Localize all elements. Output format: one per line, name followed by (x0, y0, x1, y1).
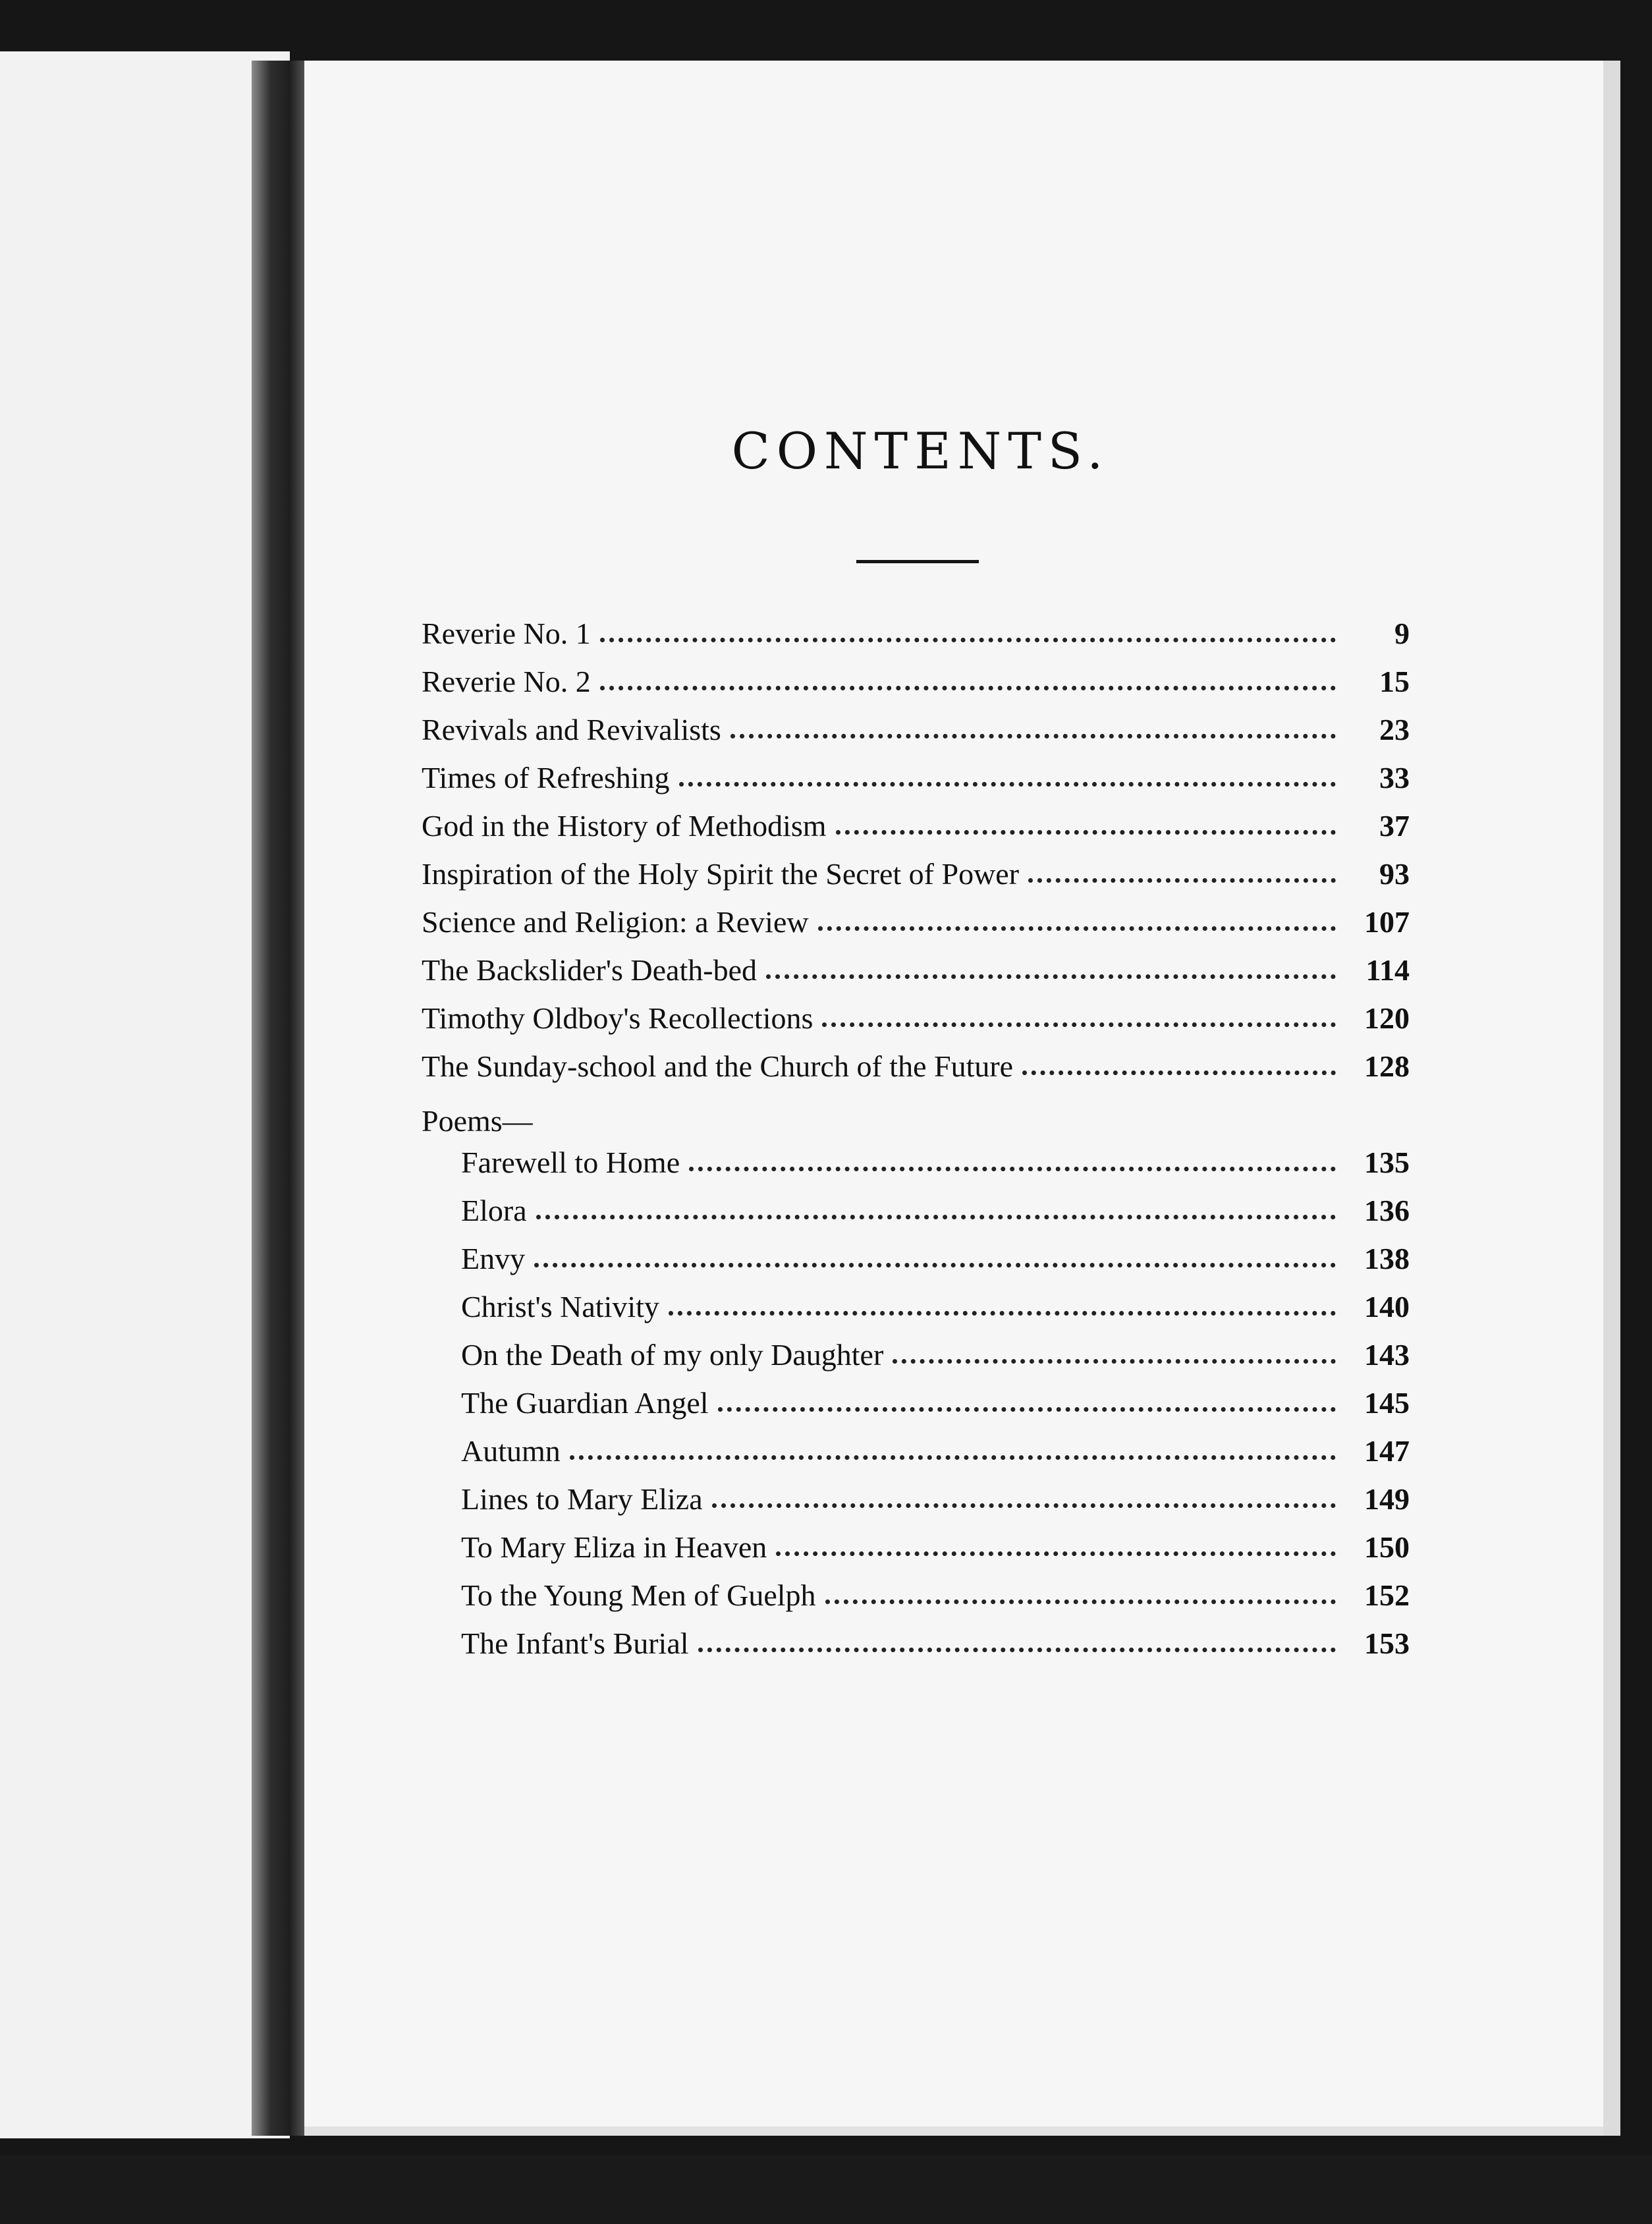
dot-leader (822, 1022, 1336, 1027)
toc-entry-title: Lines to Mary Eliza (461, 1482, 703, 1516)
toc-entry-title: The Sunday-school and the Church of the Future (422, 1049, 1014, 1083)
toc-poem-entry[interactable] (422, 1482, 1410, 1530)
toc-entry-title: Timothy Oldboy's Recollections (422, 1001, 813, 1035)
toc-entry-page: 120 (1364, 1001, 1410, 1035)
toc-poem-entry[interactable] (422, 1578, 1410, 1626)
toc-poem-entry[interactable] (422, 1385, 1410, 1433)
toc-entry-page: 33 (1379, 761, 1410, 794)
dot-leader (836, 830, 1336, 835)
toc-poem-entry[interactable] (422, 1241, 1410, 1289)
book-binding (252, 61, 306, 2136)
dot-leader (818, 926, 1336, 931)
toc-entry-title: Farewell to Home (461, 1146, 680, 1179)
dot-leader (600, 686, 1336, 690)
toc-entry-page: 147 (1364, 1434, 1410, 1468)
scan-border (0, 2155, 1652, 2224)
toc-entry-page: 150 (1364, 1530, 1410, 1564)
toc-poem-entry[interactable] (422, 1626, 1410, 1674)
dot-leader (600, 638, 1336, 642)
dot-leader (1028, 878, 1336, 883)
toc-entry-page: 37 (1379, 809, 1410, 843)
toc-entry-title: Elora (461, 1194, 527, 1227)
dot-leader (776, 1551, 1336, 1556)
toc-entry-page: 152 (1364, 1578, 1410, 1612)
dot-leader (730, 734, 1336, 738)
toc-entry-title: The Backslider's Death-bed (422, 953, 757, 987)
toc-entry-page: 114 (1365, 953, 1410, 987)
toc-entry-title: Christ's Nativity (461, 1290, 659, 1323)
toc-entry-title: God in the History of Methodism (422, 809, 827, 843)
toc-entry[interactable] (422, 953, 1410, 1001)
dot-leader (698, 1648, 1336, 1652)
toc-entry[interactable] (422, 856, 1410, 904)
table-of-contents (422, 616, 1410, 1674)
toc-entry-title: To the Young Men of Guelph (461, 1578, 816, 1612)
dot-leader (712, 1503, 1336, 1508)
toc-poem-entry[interactable] (422, 1433, 1410, 1482)
toc-entry[interactable] (422, 616, 1410, 664)
toc-entry-title: On the Death of my only Daughter (461, 1338, 884, 1372)
toc-entry-title: To Mary Eliza in Heaven (461, 1530, 767, 1564)
toc-entry-title: Times of Refreshing (422, 761, 670, 794)
toc-entry-page: 107 (1364, 905, 1410, 939)
toc-poem-entry[interactable] (422, 1289, 1410, 1337)
dot-leader (1022, 1070, 1336, 1075)
toc-entry-title: Autumn (461, 1434, 561, 1468)
dot-leader (689, 1167, 1336, 1171)
toc-entry-page: 23 (1379, 713, 1410, 746)
dot-leader (536, 1215, 1336, 1219)
title-rule (856, 560, 979, 563)
toc-entry-page: 128 (1364, 1049, 1410, 1083)
dot-leader (718, 1407, 1336, 1412)
toc-entry-title: Inspiration of the Holy Spirit the Secret of Power (422, 857, 1020, 891)
toc-poem-entry[interactable] (422, 1530, 1410, 1578)
toc-entry-title: The Guardian Angel (461, 1386, 709, 1420)
dot-leader (669, 1311, 1336, 1316)
dot-leader (534, 1263, 1336, 1267)
toc-entry[interactable] (422, 760, 1410, 808)
toc-entry-page: 136 (1364, 1194, 1410, 1227)
toc-entry[interactable] (422, 712, 1410, 760)
dot-leader (570, 1455, 1336, 1460)
toc-entry-page: 145 (1364, 1386, 1410, 1420)
toc-entry-title: Reverie No. 2 (422, 665, 591, 698)
dot-leader (825, 1599, 1336, 1604)
toc-entry-page: 93 (1379, 857, 1410, 891)
toc-entry-page: 149 (1364, 1482, 1410, 1516)
toc-entry-page: 138 (1364, 1242, 1410, 1275)
toc-entry-page: 143 (1364, 1338, 1410, 1372)
facing-page (0, 51, 290, 2138)
toc-entry-title: Revivals and Revivalists (422, 713, 721, 746)
toc-entry-page: 140 (1364, 1290, 1410, 1323)
toc-entry-title: The Infant's Burial (461, 1626, 689, 1660)
poems-section-heading: Poems— (422, 1104, 533, 1138)
toc-entry[interactable] (422, 808, 1410, 856)
toc-entry-page: 153 (1364, 1626, 1410, 1660)
toc-entry[interactable] (422, 664, 1410, 712)
dot-leader (893, 1359, 1336, 1364)
dot-leader (766, 974, 1336, 979)
toc-poem-entry[interactable] (422, 1337, 1410, 1385)
toc-entry-title: Envy (461, 1242, 526, 1275)
toc-entry-page: 15 (1379, 665, 1410, 698)
toc-entry-title: Science and Religion: a Review (422, 905, 809, 939)
toc-entry[interactable] (422, 904, 1410, 953)
dot-leader (679, 782, 1336, 787)
toc-entry[interactable] (422, 1049, 1410, 1097)
page-title: CONTENTS. (731, 422, 1110, 480)
toc-entry[interactable] (422, 1001, 1410, 1049)
toc-poem-entry[interactable] (422, 1145, 1410, 1193)
toc-entry-title: Reverie No. 1 (422, 617, 591, 650)
toc-entry-page: 9 (1394, 617, 1410, 650)
toc-entry-page: 135 (1364, 1146, 1410, 1179)
toc-poem-entry[interactable] (422, 1193, 1410, 1241)
